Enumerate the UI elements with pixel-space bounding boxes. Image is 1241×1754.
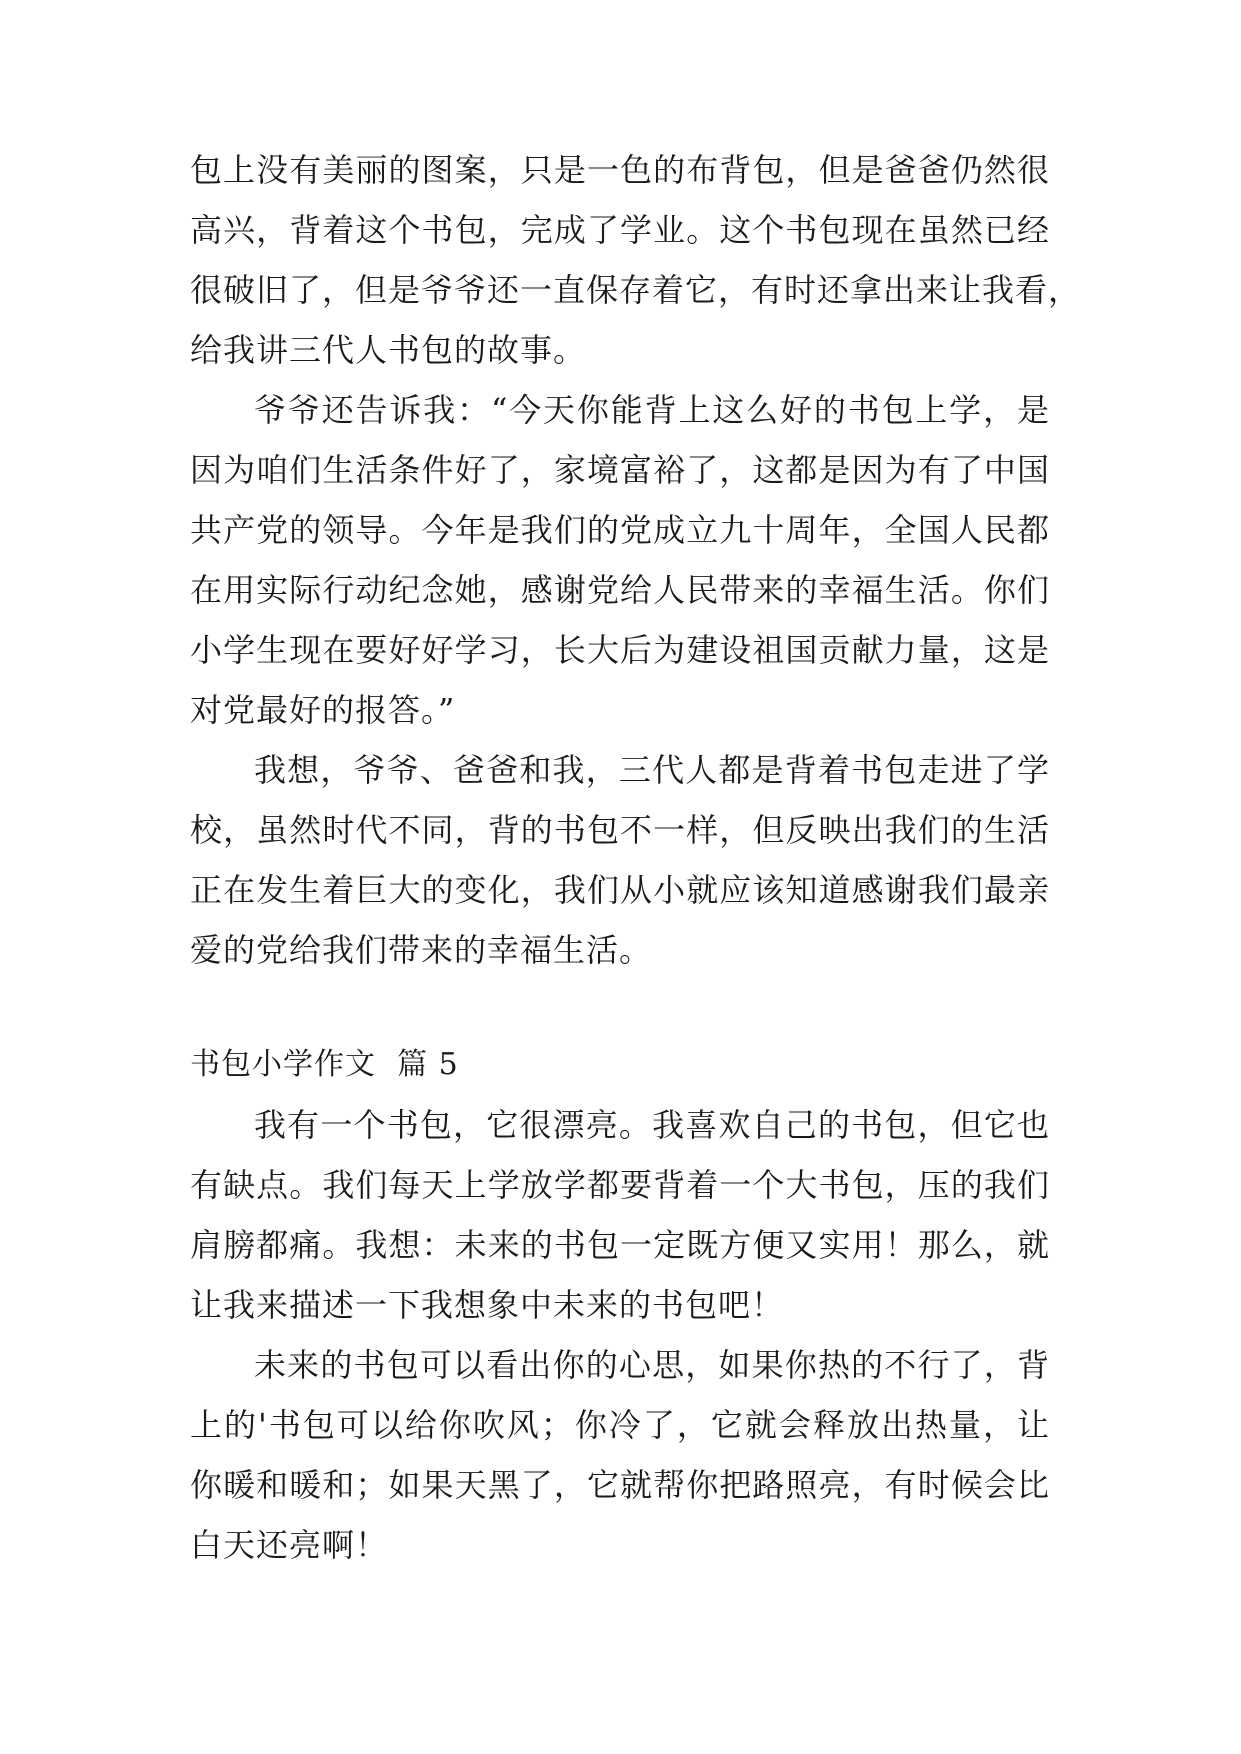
text-line: 有缺点。我们每天上学放学都要背着一个大书包，压的我们 (190, 1166, 1050, 1204)
text-line: 白天还亮啊！ (190, 1526, 389, 1564)
text-line: 因为咱们生活条件好了，家境富裕了，这都是因为有了中国 (190, 451, 1050, 489)
text-line: 爷爷还告诉我：“今天你能背上这么好的书包上学，是 (254, 391, 1050, 429)
text-line: 爱的党给我们带来的幸福生活。 (190, 931, 653, 969)
text-line: 高兴，背着这个书包，完成了学业。这个书包现在虽然已经 (190, 211, 1050, 249)
text-line: 共产党的领导。今年是我们的党成立九十周年，全国人民都 (190, 511, 1050, 549)
text-line: 你暖和暖和；如果天黑了，它就帮你把路照亮，有时候会比 (190, 1466, 1050, 1504)
text-line: 很破旧了，但是爷爷还一直保存着它，有时还拿出来让我看， (190, 271, 1082, 309)
text-line: 在用实际行动纪念她，感谢党给人民带来的幸福生活。你们 (190, 571, 1050, 609)
text-line: 我有一个书包，它很漂亮。我喜欢自己的书包，但它也 (254, 1106, 1050, 1144)
text-line: 我想，爷爷、爸爸和我，三代人都是背着书包走进了学 (254, 751, 1050, 789)
text-line: 让我来描述一下我想象中未来的书包吧！ (190, 1286, 785, 1324)
text-line: 小学生现在要好好学习，长大后为建设祖国贡献力量，这是 (190, 631, 1050, 669)
text-line: 上的'书包可以给你吹风；你冷了，它就会释放出热量，让 (190, 1406, 1050, 1444)
text-line: 正在发生着巨大的变化，我们从小就应该知道感谢我们最亲 (190, 871, 1050, 909)
text-line: 给我讲三代人书包的故事。 (190, 331, 587, 369)
text-line: 未来的书包可以看出你的心思，如果你热的不行了，背 (254, 1346, 1050, 1384)
text-line: 肩膀都痛。我想：未来的书包一定既方便又实用！那么，就 (190, 1226, 1050, 1264)
text-line: 对党最好的报答。” (190, 691, 456, 729)
text-line: 校，虽然时代不同，背的书包不一样，但反映出我们的生活 (190, 811, 1050, 849)
section-heading: 书包小学作文 篇 5 (190, 1047, 459, 1082)
text-line: 包上没有美丽的图案，只是一色的布背包，但是爸爸仍然很 (190, 151, 1050, 189)
